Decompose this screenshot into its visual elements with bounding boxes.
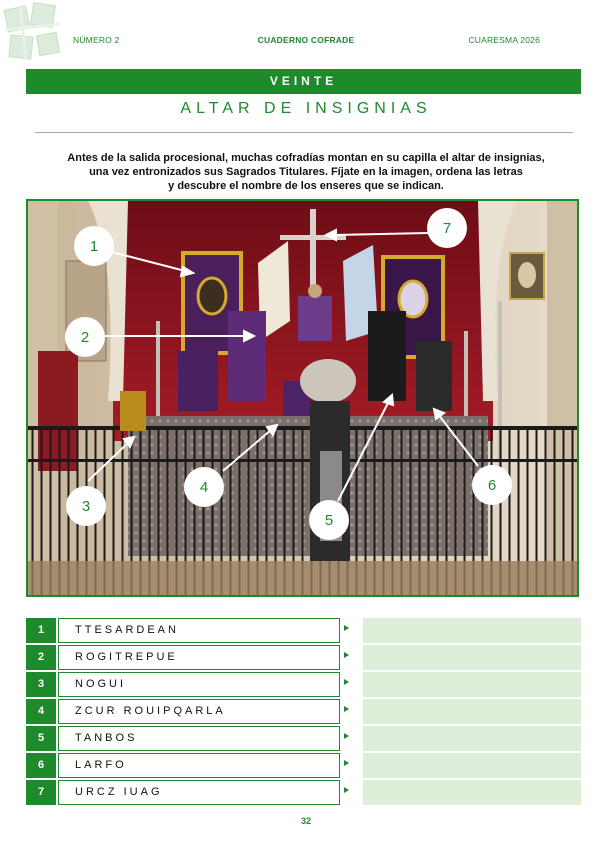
answer-field[interactable] [363, 753, 581, 778]
callout-3 [66, 486, 106, 526]
page-title: ALTAR DE INSIGNIAS [180, 100, 432, 117]
arrow-icon [344, 760, 349, 766]
arrow-icon [344, 625, 349, 631]
answer-field[interactable] [363, 618, 581, 643]
puzzle-row-7 [26, 780, 581, 805]
callout-4 [184, 467, 224, 507]
callout-6 [472, 465, 512, 505]
callout-2-label: 2 [80, 329, 90, 346]
scrambled-word: ROGITREPUE [58, 645, 340, 670]
scrambled-word: URCZ IUAG [58, 780, 340, 805]
puzzle-row-4 [26, 699, 581, 724]
row-number: 3 [26, 672, 56, 697]
puzzle-row-1 [26, 618, 581, 643]
instructions-line-1: Antes de la salida procesional, muchas cofradías montan en su capilla el altar de insignias, [67, 152, 545, 164]
scrambled-word: NOGUI [58, 672, 340, 697]
callout-3-label: 3 [81, 498, 91, 515]
edition-label: CUARESMA 2026 [468, 35, 540, 45]
scrambled-word: LARFO [58, 753, 340, 778]
row-number: 1 [26, 618, 56, 643]
instructions [40, 151, 572, 193]
publication-title: CUADERNO COFRADE [257, 35, 355, 45]
row-number: 7 [26, 780, 56, 805]
callout-5-label: 5 [324, 512, 334, 529]
arrow-icon [344, 733, 349, 739]
answer-field[interactable] [363, 645, 581, 670]
instructions-line-2: una vez entronizados sus Sagrados Titulares. Fíjate en la imagen, ordena las letras [89, 166, 523, 178]
arrow-icon [344, 706, 349, 712]
callout-5 [309, 500, 349, 540]
section-label: VEINTE [26, 69, 581, 94]
puzzle-row-3 [26, 672, 581, 697]
callout-7-label: 7 [442, 220, 452, 237]
page-number: 32 [300, 816, 311, 826]
callout-7 [427, 208, 467, 248]
puzzle-row-6 [26, 753, 581, 778]
arrow-icon [344, 787, 349, 793]
puzzle-row-5 [26, 726, 581, 751]
answer-field[interactable] [363, 672, 581, 697]
instructions-line-3: y descubre el nombre de los enseres que se indican. [168, 180, 444, 192]
callout-6-label: 6 [487, 477, 497, 494]
callout-1-label: 1 [89, 238, 99, 255]
row-number: 5 [26, 726, 56, 751]
puzzle-row-2 [26, 645, 581, 670]
scrambled-word: ZCUR ROUIPQARLA [58, 699, 340, 724]
arrow-icon [344, 652, 349, 658]
answer-field[interactable] [363, 726, 581, 751]
row-number: 6 [26, 753, 56, 778]
row-number: 4 [26, 699, 56, 724]
issue-number: NÚMERO 2 [73, 35, 120, 45]
answer-field[interactable] [363, 780, 581, 805]
answer-field[interactable] [363, 699, 581, 724]
scrambled-word: TTESARDEAN [58, 618, 340, 643]
callout-2 [65, 317, 105, 357]
arrow-icon [344, 679, 349, 685]
title-divider [35, 132, 573, 133]
altar-photo [26, 199, 579, 597]
altar-illustration [28, 201, 577, 595]
row-number: 2 [26, 645, 56, 670]
callout-4-label: 4 [199, 479, 209, 496]
scrambled-word: TANBOS [58, 726, 340, 751]
callout-1 [74, 226, 114, 266]
